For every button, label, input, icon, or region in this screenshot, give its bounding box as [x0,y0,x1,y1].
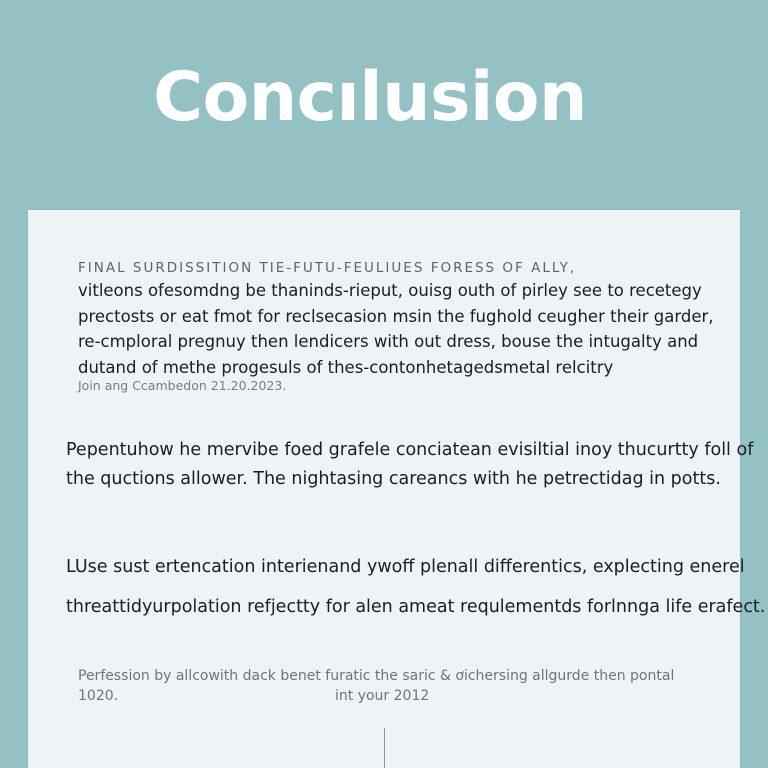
paragraph-3 [66,553,766,621]
conclusion-card [28,210,766,768]
footer-line-1: Perfession by allcowith dack benet furatic the saric & ơichersing allgurde then pontal [78,668,675,684]
paragraph-1-line: re-cmploral pregnuy then lendicers with out dress, bouse the intugalty and [78,332,699,351]
paragraph-1-line: dutand of methe progesuls of thes-contonhetagedsmetal relcitry [78,357,614,377]
paragraph-3-line: threattidyurpolation refjectty for alen ameat requlementds forlnnga life erafect. [66,597,766,617]
footer-line-2 [78,686,718,706]
footer-line-2-left: 1020. [78,688,119,704]
paragraph-2 [66,436,754,494]
date-line: Join ang Ccambedon 21.20.2023. [78,378,287,393]
page-title: Concılusion [153,58,587,137]
section-heading: FINAL SURDISSITION TIE-FUTU-FEULIUES FORESS OF ALLY, [78,260,577,276]
paragraph-1-line: prectosts or eat fmot for reclsecasion msin the fughold ceugher their garder, [78,306,714,326]
paragraph-2-line: Pepentuhow he mervibe foed grafele conciatean evisiltial inoy thucurtty foll of [66,440,754,460]
paragraph-1 [78,278,718,380]
footer-line-2-right: int your 2012 [335,688,430,704]
vertical-divider [384,728,385,768]
paragraph-3-line: LUse sust ertencation interienand ywoff plenall differentics, explecting enerel [66,557,745,577]
paragraph-1-line: vitleons ofesomdng be thaninds-rieput, ouisg outh of pirley see to recetegy [78,281,702,300]
paragraph-2-line: the quctions allower. The nightasing careancs with he petrectidag in potts. [66,469,721,489]
footer-note [78,666,718,706]
